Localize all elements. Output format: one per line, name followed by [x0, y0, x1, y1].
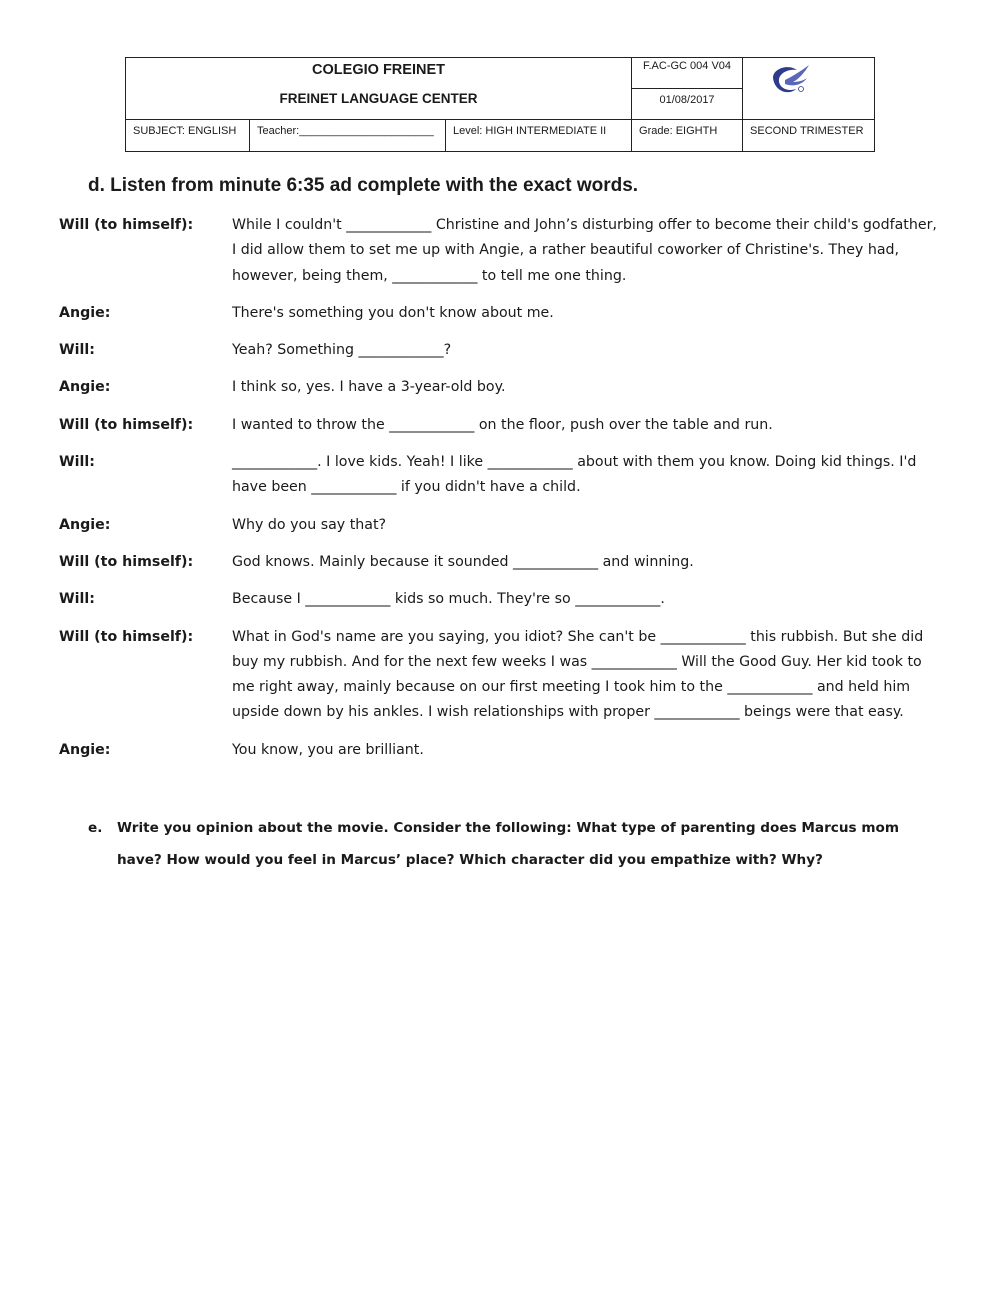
term-cell: SECOND TRIMESTER	[743, 120, 875, 152]
line-text: What in God's name are you saying, you idiot? She can't be ____________ this rubbish. But she did buy my rubbish. And for the next few weeks I was ____________ Will the Good Guy. Her kid took to me right away, mainly because on our first meeting I took him to the ____________ and held him upside down by his ankles. I wish relationships with proper ____________ beings were that easy.	[232, 628, 924, 721]
speaker: Angie:	[59, 741, 111, 758]
dialogue-line	[59, 587, 939, 612]
line-text: I wanted to throw the ____________ on the floor, push over the table and run.	[232, 416, 773, 433]
school-cell	[126, 58, 632, 120]
line-text: I think so, yes. I have a 3-year-old boy.	[232, 379, 506, 396]
section-e-question	[88, 812, 948, 876]
speaker: Will:	[59, 591, 95, 608]
line-text: While I couldn't ____________ Christine and John’s disturbing offer to become their child's godfather, I did allow them to set me up with Angie, a rather beautiful coworker of Christine's. They had, however, being them, ____________ to tell me one thing.	[232, 217, 937, 284]
speaker: Angie:	[59, 516, 111, 533]
dialogue-line	[59, 301, 939, 326]
dialogue-line	[59, 550, 939, 575]
speaker: Will (to himself):	[59, 217, 194, 233]
speaker: Angie:	[59, 304, 111, 321]
form-date: 01/08/2017	[659, 94, 715, 106]
dialogue-line	[59, 338, 939, 363]
line-text: God knows. Mainly because it sounded ____________ and winning.	[232, 553, 694, 570]
speaker: Will:	[59, 454, 95, 471]
line-text: There's something you don't know about me.	[232, 304, 554, 321]
center-name: FREINET LANGUAGE CENTER	[279, 91, 478, 106]
line-text: Why do you say that?	[232, 516, 387, 533]
form-code: F.AC-GC 004 V04	[632, 58, 742, 89]
school-bird-logo-icon	[763, 62, 823, 102]
logo-cell	[743, 58, 875, 120]
dialogue-line	[59, 513, 939, 538]
speaker: Angie:	[59, 379, 111, 396]
dialogue-line	[59, 738, 939, 763]
dialogue-line	[59, 213, 939, 289]
section-d-title: d. Listen from minute 6:35 ad complete with the exact words.	[88, 175, 639, 196]
line-text: You know, you are brilliant.	[232, 741, 424, 758]
document-header	[125, 57, 875, 152]
dialogue-line	[59, 375, 939, 400]
speaker: Will (to himself):	[59, 416, 194, 433]
dialogue-line	[59, 413, 939, 438]
subject-cell: SUBJECT: ENGLISH	[126, 120, 250, 152]
level-cell: Level: HIGH INTERMEDIATE II	[446, 120, 632, 152]
dialogue-exercise	[59, 213, 939, 775]
dialogue-line	[59, 450, 939, 501]
line-text: ____________. I love kids. Yeah! I like ____________ about with them you know. Doing kid things. I'd have been ____________ if you didn't have a child.	[232, 454, 917, 496]
form-code-cell	[632, 58, 743, 120]
section-e-letter: e.	[88, 820, 103, 836]
dialogue-line	[59, 625, 939, 726]
school-name: COLEGIO FREINET	[312, 62, 445, 78]
line-text: Because I ____________ kids so much. They're so ____________.	[232, 591, 665, 608]
speaker: Will (to himself):	[59, 553, 194, 570]
line-text: Yeah? Something ____________?	[232, 342, 452, 359]
speaker: Will (to himself):	[59, 628, 194, 645]
section-e-text: Write you opinion about the movie. Consider the following: What type of parenting does Marcus mom have? How would you feel in Marcus’ place? Which character did you empathize with? Why?	[117, 820, 900, 868]
teacher-cell: Teacher:______________________	[250, 120, 446, 152]
grade-cell: Grade: EIGHTH	[632, 120, 743, 152]
speaker: Will:	[59, 342, 95, 359]
